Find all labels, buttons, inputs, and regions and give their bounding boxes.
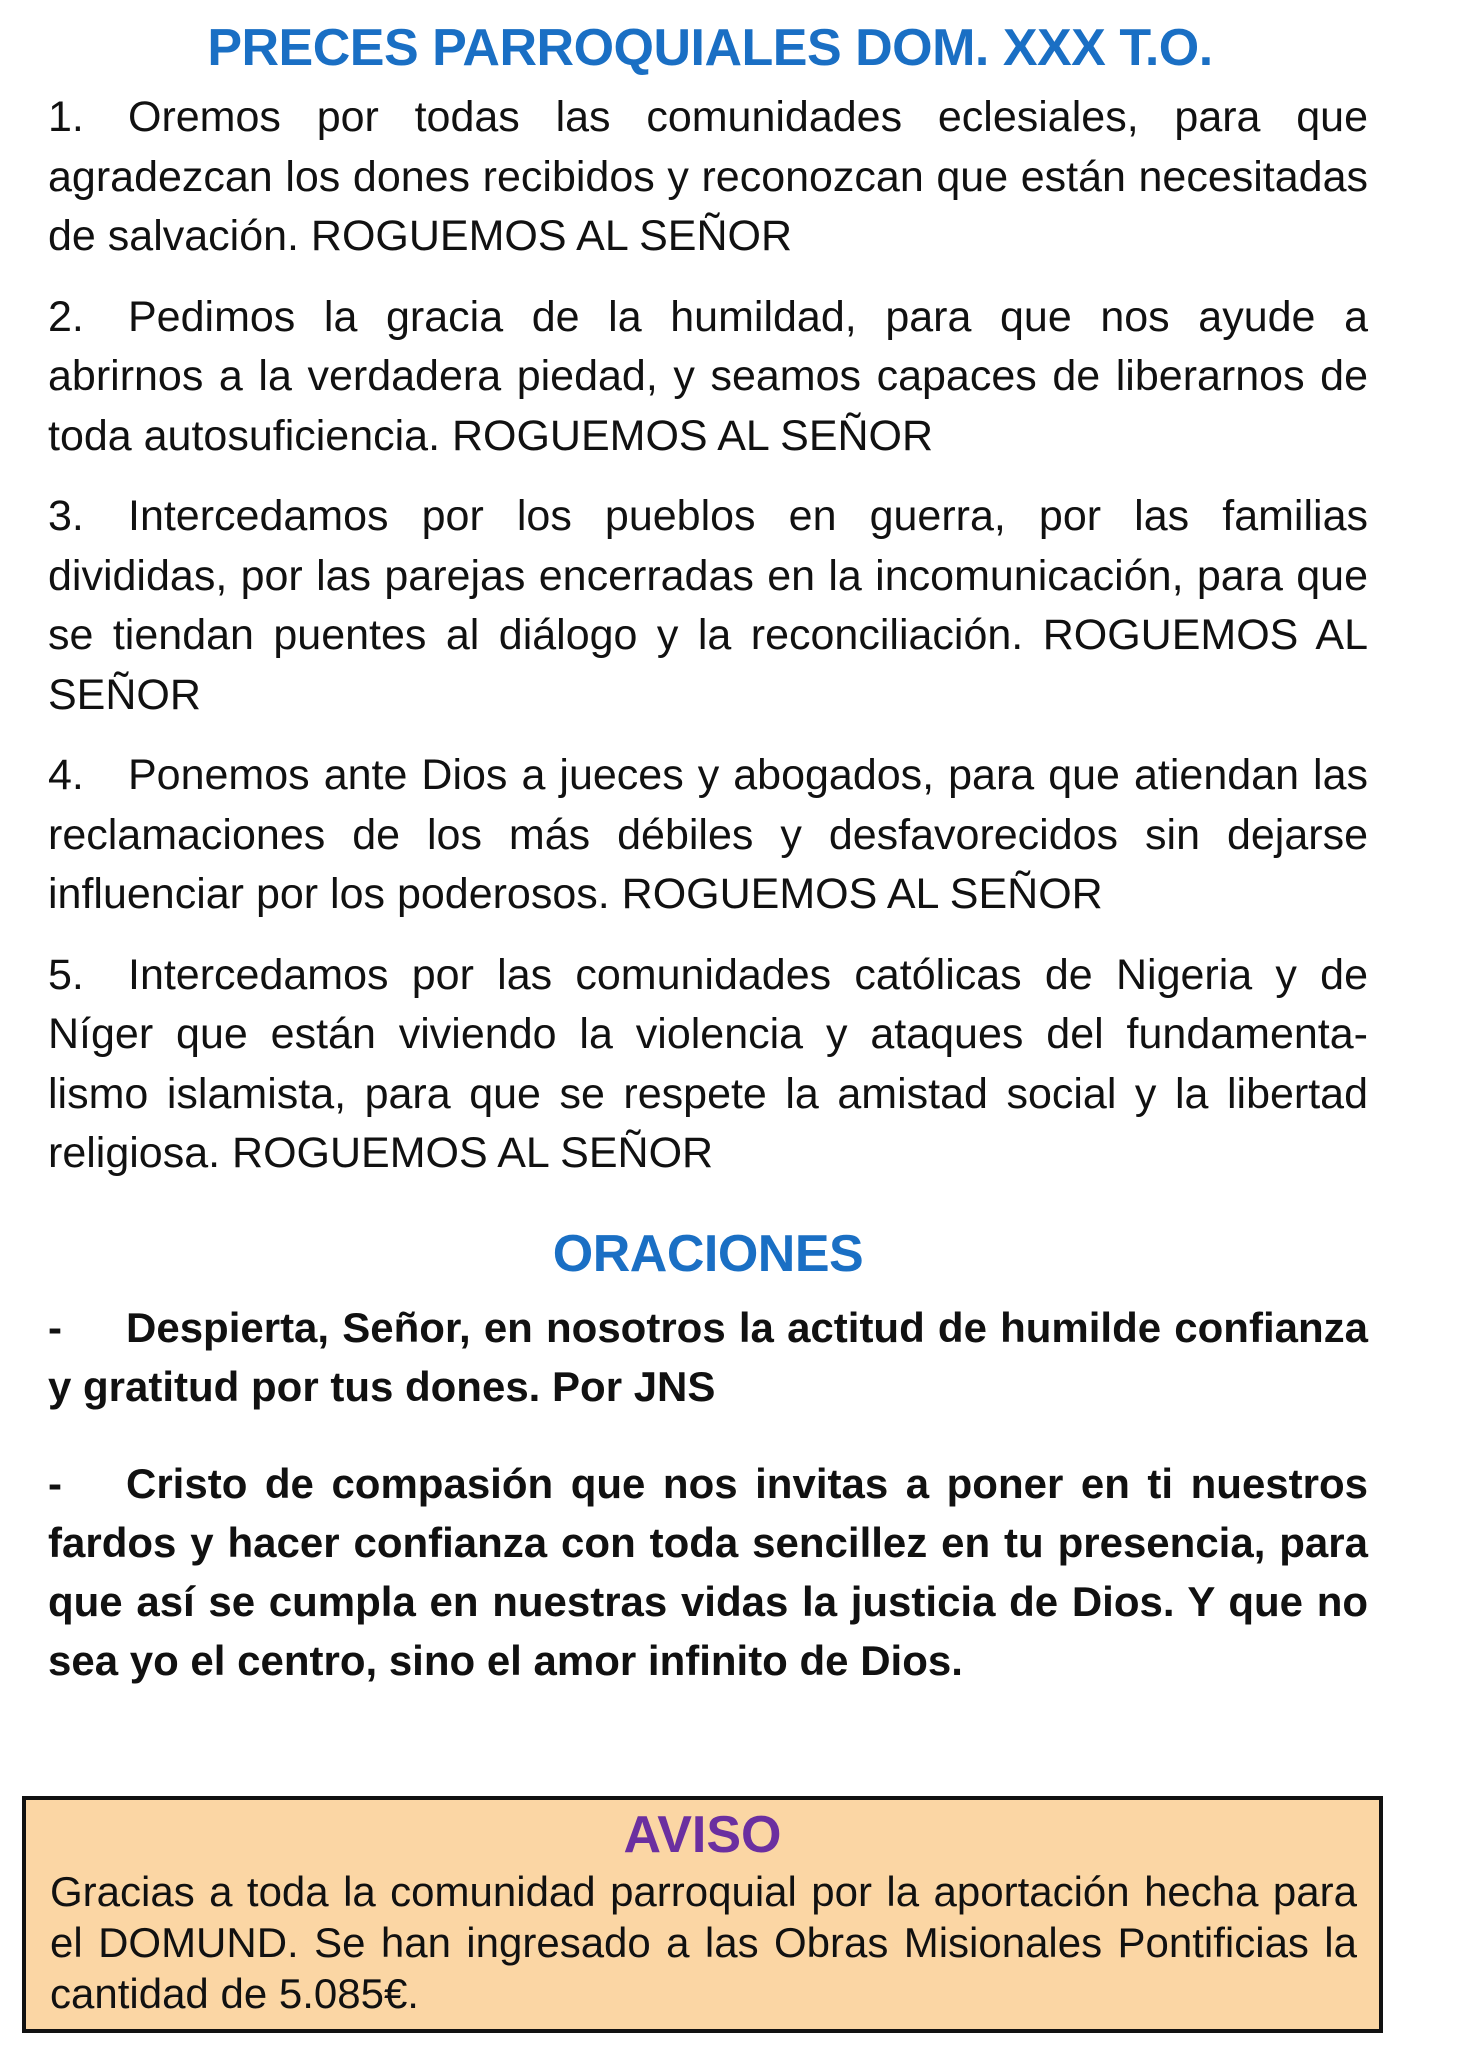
page-title: PRECES PARROQUIALES DOM. XXX T.O. [207, 19, 1213, 77]
prayer-item [48, 487, 1368, 725]
prayer-item [48, 746, 1368, 925]
notice-text: Gracias a toda la comunidad parroquial por la aportación hecha para el DOMUND. Se han ingresado a las Obras Misionales Pontificias la cantidad de 5.085€. [50, 1868, 1357, 2017]
prayer-text: Intercedamos por las comunidades católicas de Nigeria y de Níger que están viviendo la violencia y ataques del fundamenta-lismo islamista, para que se respete la amistad social y la libertad religiosa. ROGUEMOS AL SEÑOR [48, 950, 1368, 1177]
oration-item [48, 1454, 1368, 1690]
prayer-text: Pedimos la gracia de la humildad, para que nos ayude a abrirnos a la verdadera piedad, y seamos capaces de liberarnos de toda autosuficiencia. ROGUEMOS AL SEÑOR [48, 292, 1368, 460]
prayer-number: 4. [48, 751, 84, 799]
oration-text: Cristo de compasión que nos invitas a poner en ti nuestros fardos y hacer confianza con toda sencillez en tu presencia, para que así se cumpla en nuestras vidas la justicia de Dios. Y que no sea yo el centro, sino el amor infinito de Dios. [48, 1459, 1368, 1684]
prayer-text: Oremos por todas las comunidades eclesiales, para que agradezcan los dones recibidos y reconozcan que están necesitadas de salvación. ROGUEMOS AL SEÑOR [48, 93, 1368, 260]
prayer-number: 1. [48, 93, 84, 141]
prayer-number: 3. [48, 492, 84, 540]
prayer-number: 2. [48, 292, 84, 341]
orations-title: ORACIONES [552, 1224, 864, 1283]
oration-dash: - [48, 1303, 62, 1351]
prayer-number: 5. [48, 950, 84, 999]
main-content [48, 88, 1368, 1728]
prayer-text: Intercedamos por los pueblos en guerra, por las familias divididas, por las parejas encerradas en la incomunicación, para que se tiendan puentes al diálogo y la reconciliación. ROGUEMOS AL SEÑOR [48, 492, 1368, 719]
prayers-list [48, 88, 1368, 1184]
oration-text: Despierta, Señor, en nosotros la actitud de humilde confianza y gratitud por tus dones. Por JNS [48, 1303, 1368, 1410]
prayer-text: Ponemos ante Dios a jueces y abogados, para que atiendan las reclamaciones de los más débiles y desfavorecidos sin dejarse influenciar por los poderosos. ROGUEMOS AL SEÑOR [48, 751, 1368, 918]
prayer-item [48, 946, 1368, 1184]
prayer-item [48, 88, 1368, 267]
notice-box [22, 1796, 1383, 2033]
oration-dash: - [48, 1459, 62, 1507]
prayer-item [48, 288, 1368, 467]
notice-title: AVISO [623, 1806, 782, 1864]
orations-list [48, 1298, 1368, 1690]
oration-item [48, 1298, 1368, 1416]
